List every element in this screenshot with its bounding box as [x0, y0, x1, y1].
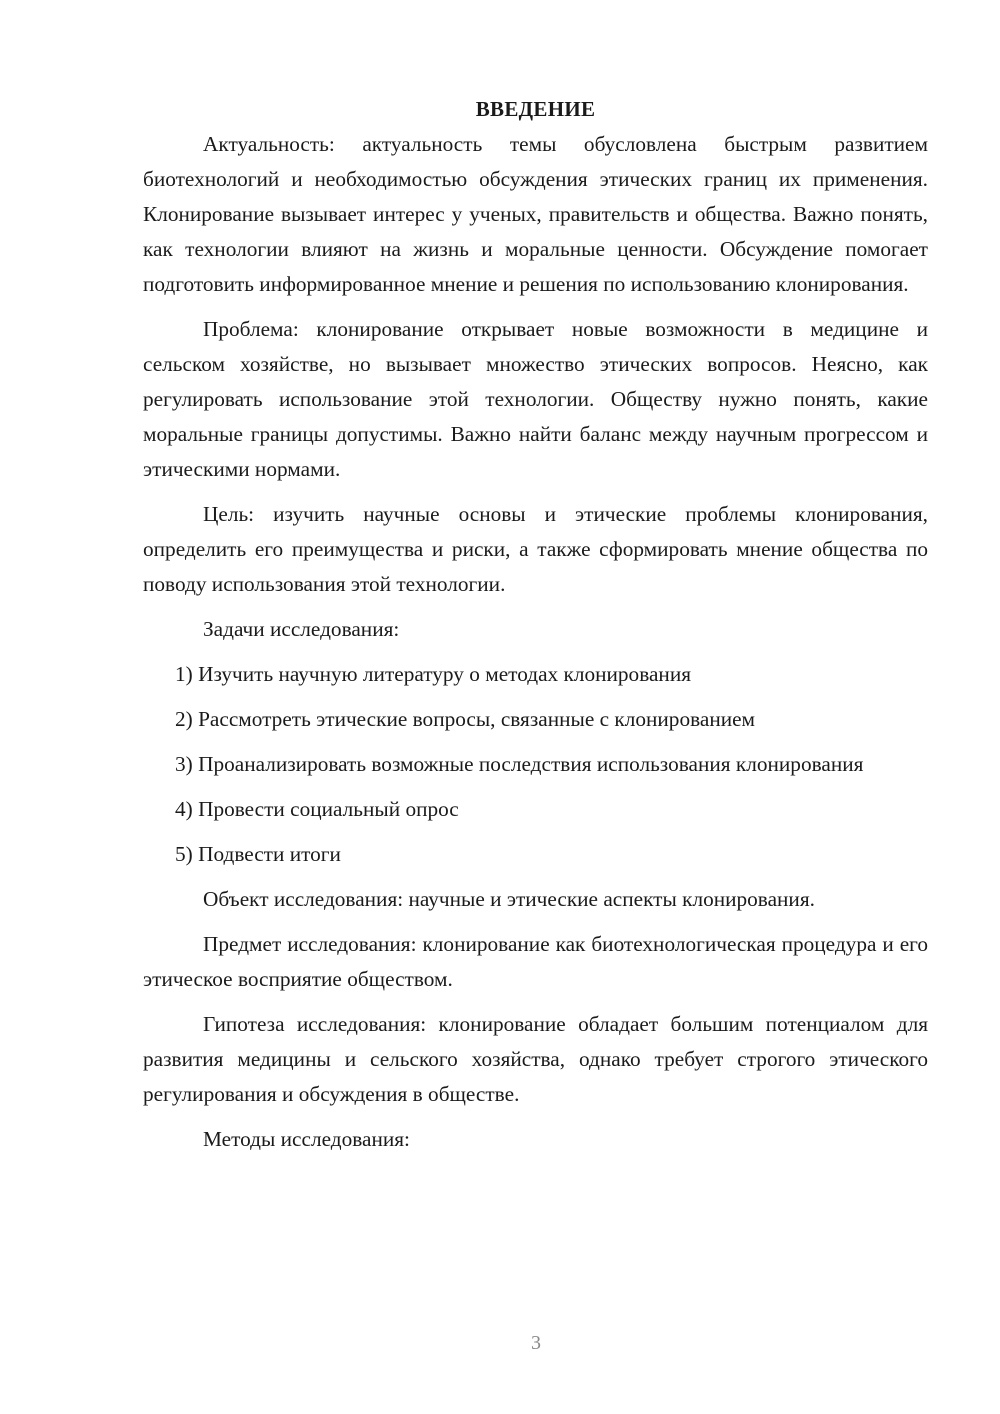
paragraph-object: Объект исследования: научные и этические аспекты клонирования.: [203, 887, 815, 911]
task-item-2: 2) Рассмотреть этические вопросы, связанные с клонированием: [175, 707, 756, 731]
page-title: ВВЕДЕНИЕ: [475, 97, 596, 121]
paragraph-methods: Методы исследования:: [203, 1127, 410, 1151]
tasks-title: Задачи исследования:: [203, 617, 400, 641]
paragraph-goal: Цель: изучить научные основы и этические проблемы клонирования, определить его преимущества и риски, а также сформировать мнение общества по поводу использования этой технологии.: [143, 502, 928, 596]
paragraph-subject: Предмет исследования: клонирование как биотехнологическая процедура и его этическое восприятие обществом.: [143, 932, 928, 991]
paragraph-hypothesis: Гипотеза исследования: клонирование обладает большим потенциалом для развития медицины и сельского хозяйства, однако требует строгого этического регулирования и обсуждения в обществе.: [143, 1012, 928, 1106]
task-item-3: 3) Проанализировать возможные последствия использования клонирования: [175, 752, 864, 776]
page-number: 3: [531, 1332, 541, 1354]
task-item-4: 4) Провести социальный опрос: [175, 797, 459, 821]
paragraph-relevance: Актуальность: актуальность темы обусловлена быстрым развитием биотехнологий и необходимостью обсуждения этических границ их применения. Клонирование вызывает интерес у ученых, правительств и общества. Важно понять, как технологии влияют на жизнь и моральные ценности. Обсуждение помогает подготовить информированное мнение и решения по использованию клонирования.: [143, 132, 928, 296]
task-item-1: 1) Изучить научную литературу о методах клонирования: [175, 662, 692, 686]
paragraph-problem: Проблема: клонирование открывает новые возможности в медицине и сельском хозяйстве, но вызывает множество этических вопросов. Неясно, как регулировать использование этой технологии. Обществу нужно понять, какие моральные границы допустимы. Важно найти баланс между научным прогрессом и этическими нормами.: [143, 317, 928, 481]
document-page: [143, 92, 928, 1167]
task-item-5: 5) Подвести итоги: [175, 842, 341, 866]
